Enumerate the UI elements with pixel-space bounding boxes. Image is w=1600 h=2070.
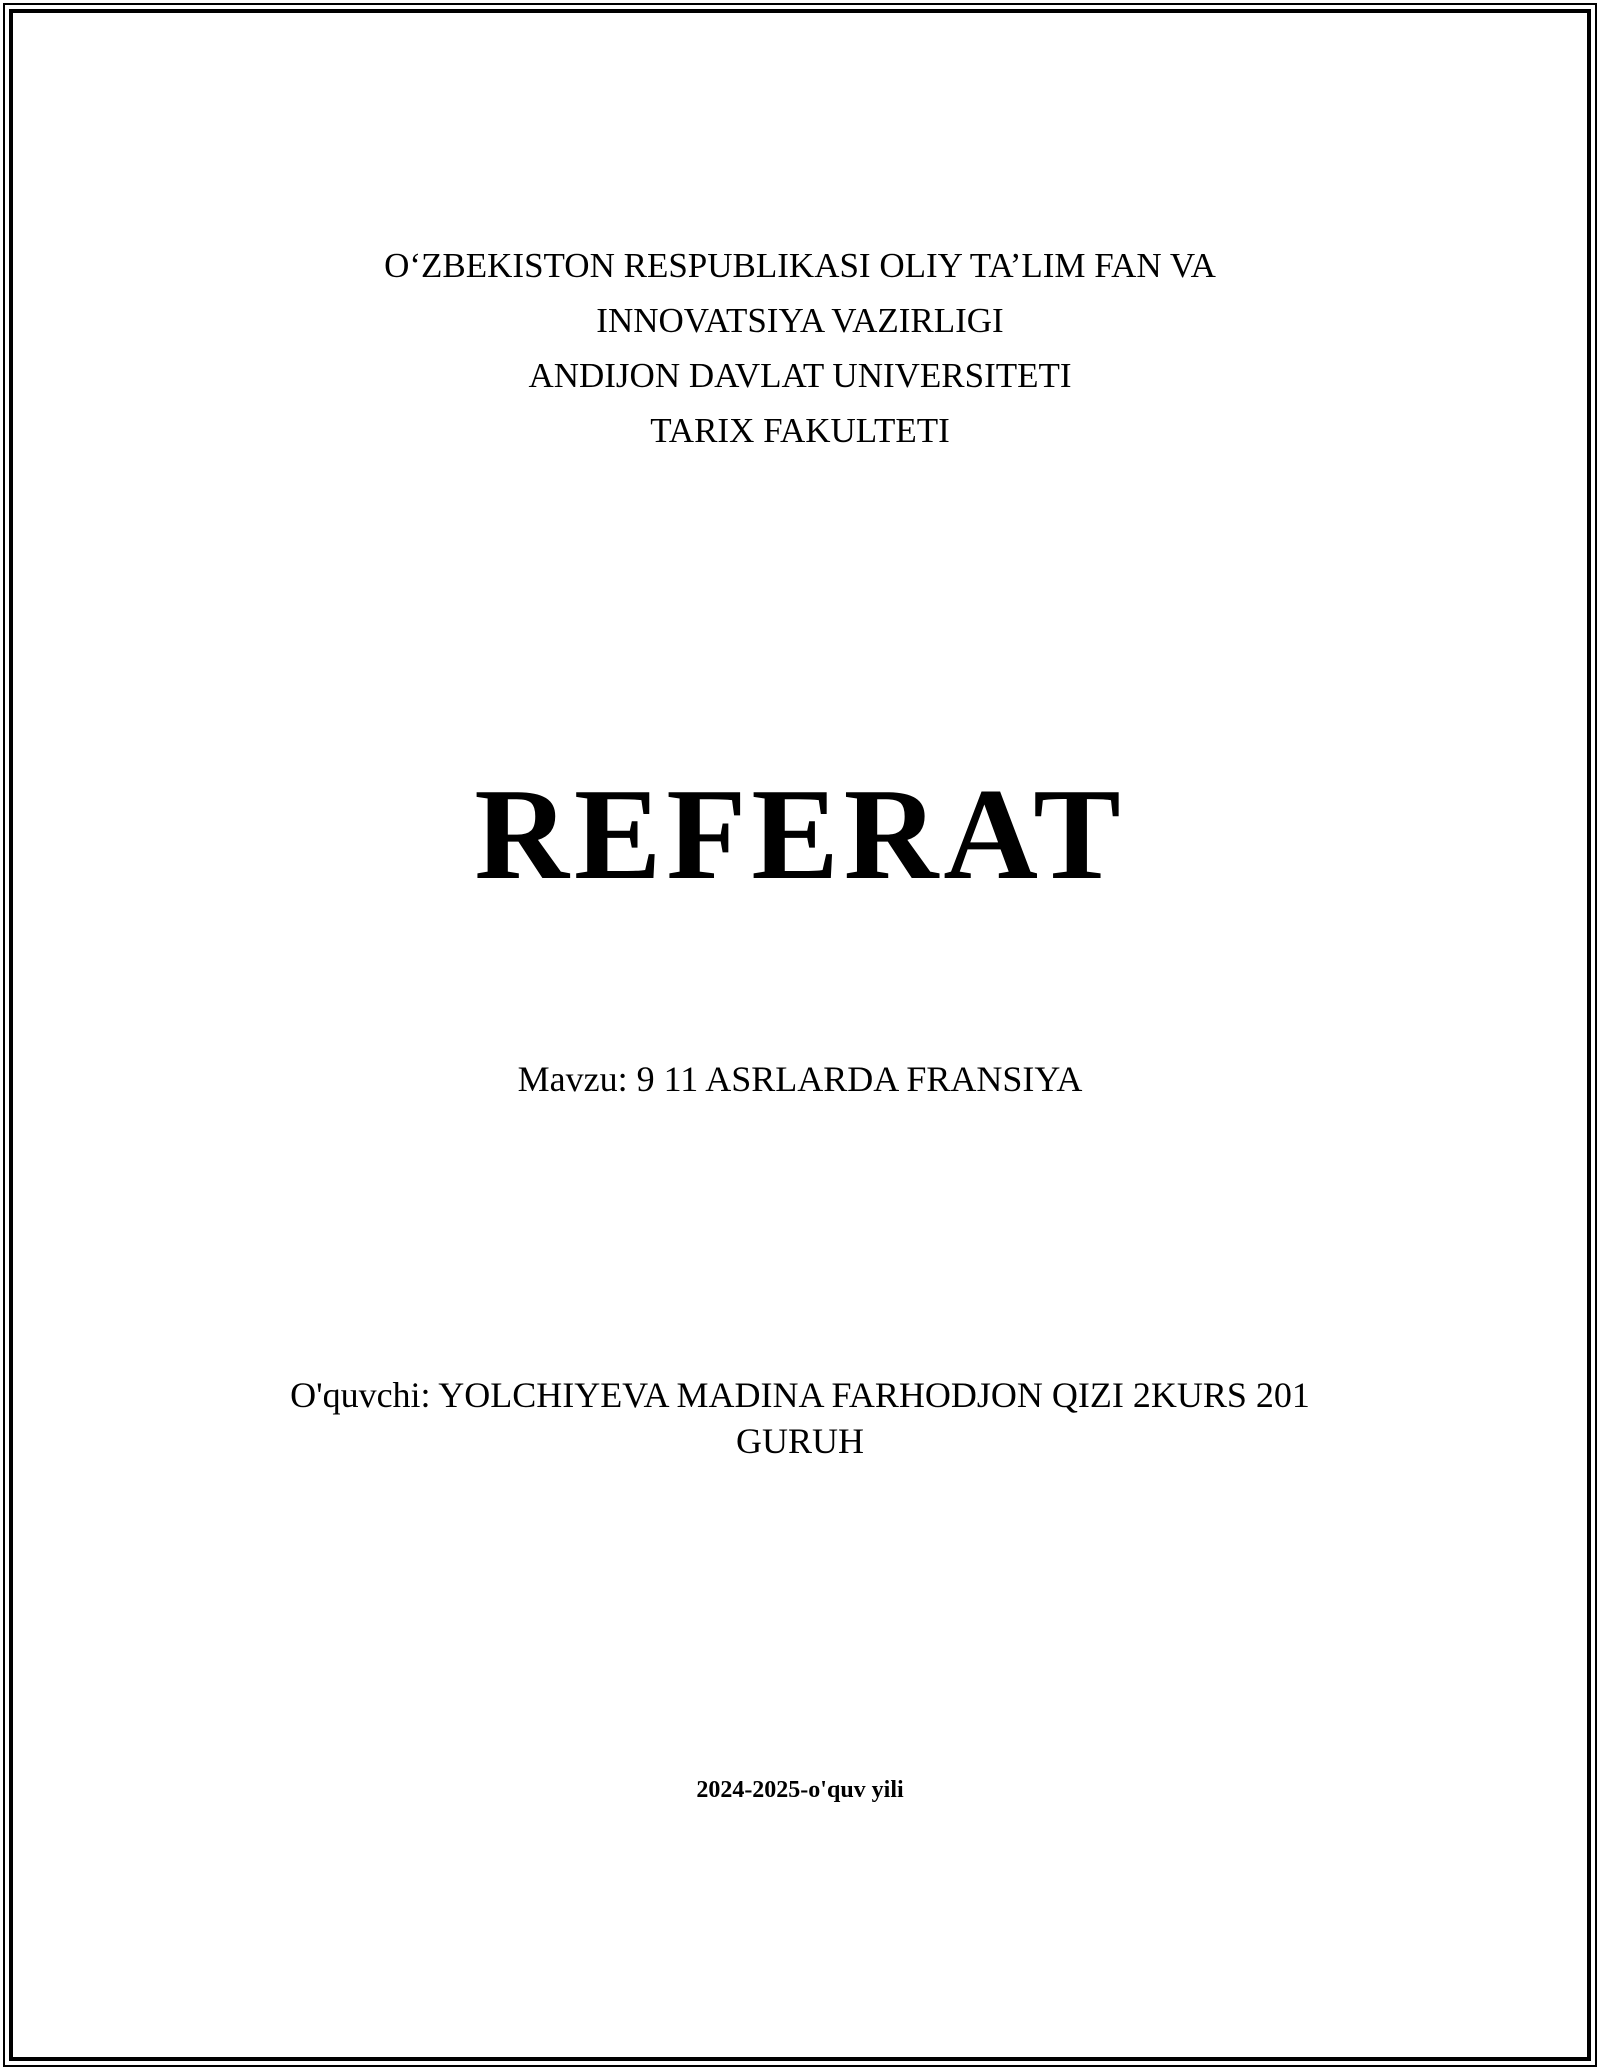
student-info [0, 1372, 1600, 1464]
header-line-faculty: TARIX FAKULTETI [650, 411, 950, 450]
header-line-ministry-1: O‘ZBEKISTON RESPUBLIKASI OLIY TA’LIM FAN VA [384, 246, 1216, 285]
student-line-group: GURUH [735, 1421, 864, 1461]
header-line-ministry-2: INNOVATSIYA VAZIRLIGI [596, 301, 1004, 340]
document-title: REFERAT [474, 762, 1126, 907]
student-line-name: O'quvchi: YOLCHIYEVA MADINA FARHODJON QIZI 2KURS 201 [290, 1375, 1310, 1415]
header-line-university: ANDIJON DAVLAT UNIVERSITETI [528, 356, 1072, 395]
university-header [0, 238, 1600, 458]
academic-year: 2024-2025-o'quv yili [696, 1777, 904, 1803]
topic-line: Mavzu: 9 11 ASRLARDA FRANSIYA [517, 1059, 1083, 1099]
